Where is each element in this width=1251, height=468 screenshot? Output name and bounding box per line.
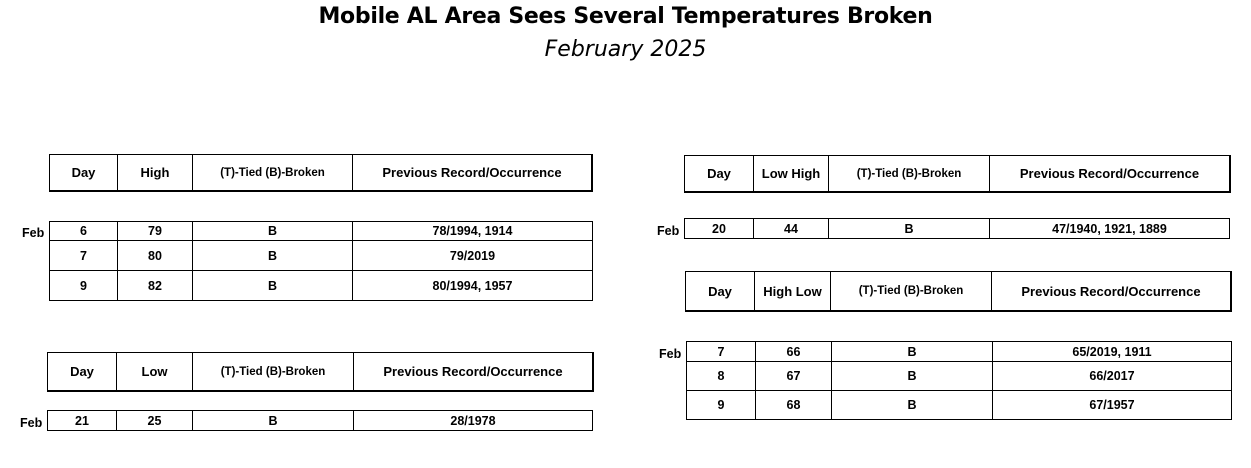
table-row	[685, 219, 1229, 238]
cell-previous: 80/1994, 1957	[432, 278, 513, 293]
table-row	[687, 362, 1231, 391]
table-row	[50, 271, 592, 300]
cell-previous: 78/1994, 1914	[432, 224, 513, 238]
column-header-high: High	[118, 155, 193, 190]
column-header-previous: Previous Record/Occurrence	[1021, 283, 1201, 299]
cell-value: 79	[118, 222, 193, 240]
month-label: Feb	[20, 416, 43, 430]
cell-value: 66	[756, 342, 832, 361]
cell-day: 9	[687, 391, 756, 419]
table-row	[50, 222, 592, 241]
table-row	[48, 411, 592, 430]
cell-day: 21	[48, 411, 117, 430]
cell-tied-broken: B	[193, 271, 353, 300]
table-row	[687, 342, 1231, 362]
cell-day: 8	[687, 362, 756, 390]
cell-previous: 79/2019	[449, 248, 496, 263]
cell-value: 80	[118, 241, 193, 270]
table-row	[50, 241, 592, 271]
column-header-day: Day	[48, 353, 117, 390]
record-low-table	[47, 410, 593, 431]
cell-value: 67	[756, 362, 832, 390]
cell-previous: 28/1978	[450, 413, 496, 428]
column-header-high-low: High Low	[755, 272, 831, 310]
cell-value: 44	[754, 219, 829, 238]
column-header-previous: Previous Record/Occurrence	[383, 364, 563, 379]
cell-previous: 47/1940, 1921, 1889	[1052, 221, 1167, 236]
cell-day: 7	[687, 342, 756, 361]
column-header-tied-broken: (T)-Tied (B)-Broken	[829, 156, 990, 191]
page-title: Mobile AL Area Sees Several Temperatures Broken	[318, 4, 933, 29]
cell-previous: 65/2019, 1911	[1072, 344, 1152, 359]
column-header-tied-broken: (T)-Tied (B)-Broken	[831, 272, 992, 310]
page-subtitle: February 2025	[544, 37, 707, 62]
month-label: Feb	[22, 226, 45, 240]
low-high-table	[684, 218, 1230, 239]
cell-value: 25	[117, 411, 193, 430]
column-header-tied-broken: (T)-Tied (B)-Broken	[193, 155, 353, 190]
cell-value: 68	[756, 391, 832, 419]
column-header-low-high: Low High	[754, 156, 829, 191]
low-high-header	[684, 155, 1231, 193]
month-label: Feb	[657, 224, 680, 238]
cell-tied-broken: B	[193, 222, 353, 240]
column-header-day: Day	[685, 156, 754, 191]
column-header-day: Day	[686, 272, 755, 310]
column-header-previous: Previous Record/Occurrence	[382, 165, 562, 180]
cell-day: 7	[50, 241, 118, 270]
record-low-header	[47, 352, 594, 392]
record-high-table	[49, 221, 593, 301]
cell-tied-broken: B	[193, 411, 354, 430]
column-header-low: Low	[117, 353, 193, 390]
cell-previous: 66/2017	[1089, 369, 1135, 383]
cell-tied-broken: B	[193, 241, 353, 270]
cell-day: 9	[50, 271, 118, 300]
column-header-tied-broken: (T)-Tied (B)-Broken	[193, 353, 354, 390]
high-low-header	[685, 271, 1232, 312]
column-header-day: Day	[50, 155, 118, 190]
cell-day: 20	[685, 219, 754, 238]
high-low-table	[686, 341, 1232, 420]
cell-previous: 67/1957	[1089, 398, 1135, 412]
month-label: Feb	[659, 347, 682, 361]
cell-tied-broken: B	[832, 362, 993, 390]
table-row	[687, 391, 1231, 419]
cell-tied-broken: B	[829, 219, 990, 238]
record-high-header	[49, 154, 593, 192]
cell-tied-broken: B	[832, 391, 993, 419]
column-header-previous: Previous Record/Occurrence	[1019, 166, 1200, 181]
cell-value: 82	[118, 271, 193, 300]
cell-tied-broken: B	[832, 342, 993, 361]
cell-day: 6	[50, 222, 118, 240]
